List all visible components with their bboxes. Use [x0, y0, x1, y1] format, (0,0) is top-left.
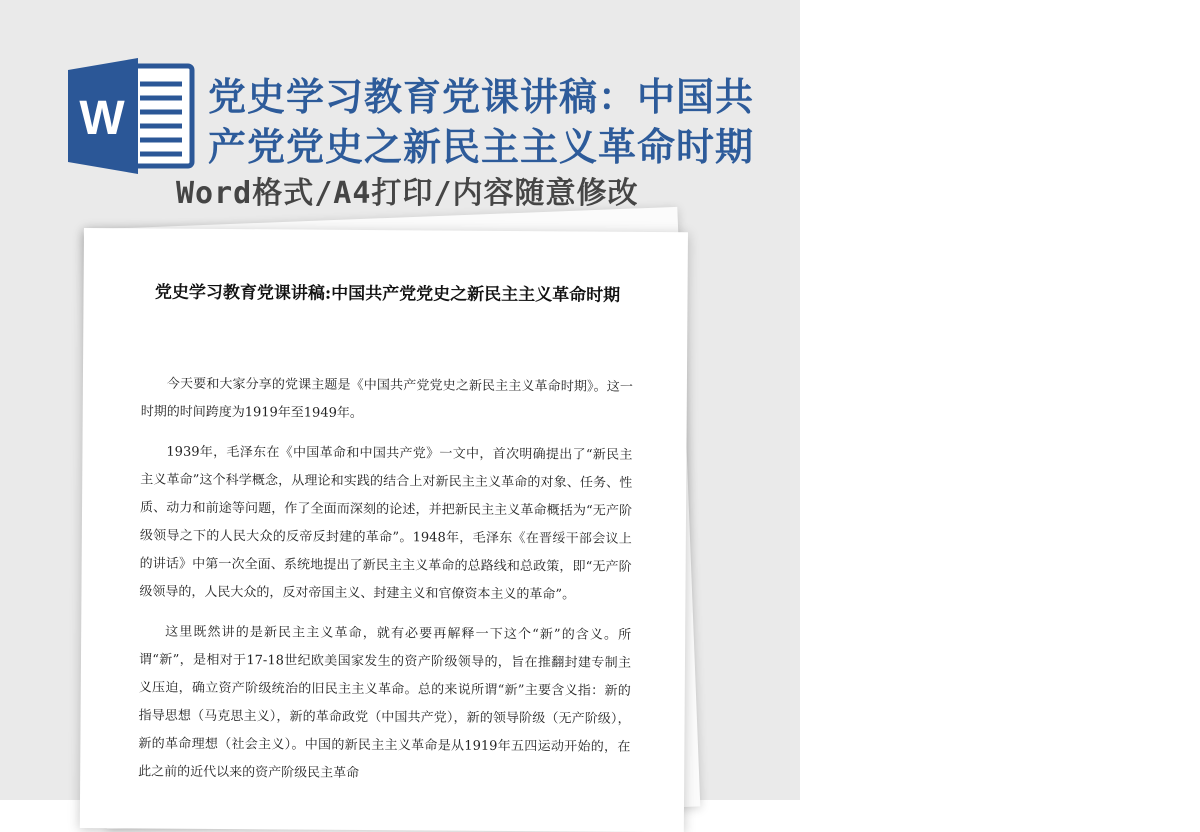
banner-subtitle: Word格式/A4打印/内容随意修改 — [176, 176, 639, 211]
word-logo-icon — [66, 56, 196, 176]
document-body — [138, 370, 633, 801]
logo-letter: W — [79, 92, 125, 145]
banner-title: 党史学习教育党课讲稿：中国共产党党史之新民主主义革命时期 — [208, 75, 755, 169]
paragraph: 这里既然讲的是新民主主义革命，就有必要再解释一下这个“新”的含义。所谓“新”，是相对于17-18世纪欧美国家发生的资产阶级领导的，旨在推翻封建专制主义压迫，确立资产阶级统治的旧民主主义革命。总的来说所谓“新”主要含义指：新的指导思想（马克思主义），新的革命政党（中国共产党），新的领导阶级（无产阶级），新的革命理想（社会主义）。中国的新民主主义革命是从1919年五四运动开始的，在此之前的近代以来的资产阶级民主革命 — [138, 624, 632, 781]
paragraph: 1939年，毛泽东在《中国革命和中国共产党》一文中，首次明确提出了“新民主主义革命”这个科学概念，从理论和实践的结合上对新民主主义革命的对象、任务、性质、动力和前途等问题，作了全面而深刻的论述，并把新民主主义革命概括为“无产阶级领导之下的人民大众的反帝反封建的革命”。1948年，毛泽东《在晋绥干部会议上的讲话》中第一次全面、系统地提出了新民主主义革命的总路线和总政策，即“无产阶级领导的，人民大众的，反对帝国主义、封建主义和官僚资本主义的革命”。 — [139, 444, 633, 603]
document-title: 党史学习教育党课讲稿:中国共产党党史之新民主主义革命时期 — [154, 282, 621, 306]
paragraph: 今天要和大家分享的党课主题是《中国共产党党史之新民主主义革命时期》。这一时期的时间跨度为1919年至1949年。 — [140, 376, 633, 421]
document-page — [80, 228, 688, 832]
